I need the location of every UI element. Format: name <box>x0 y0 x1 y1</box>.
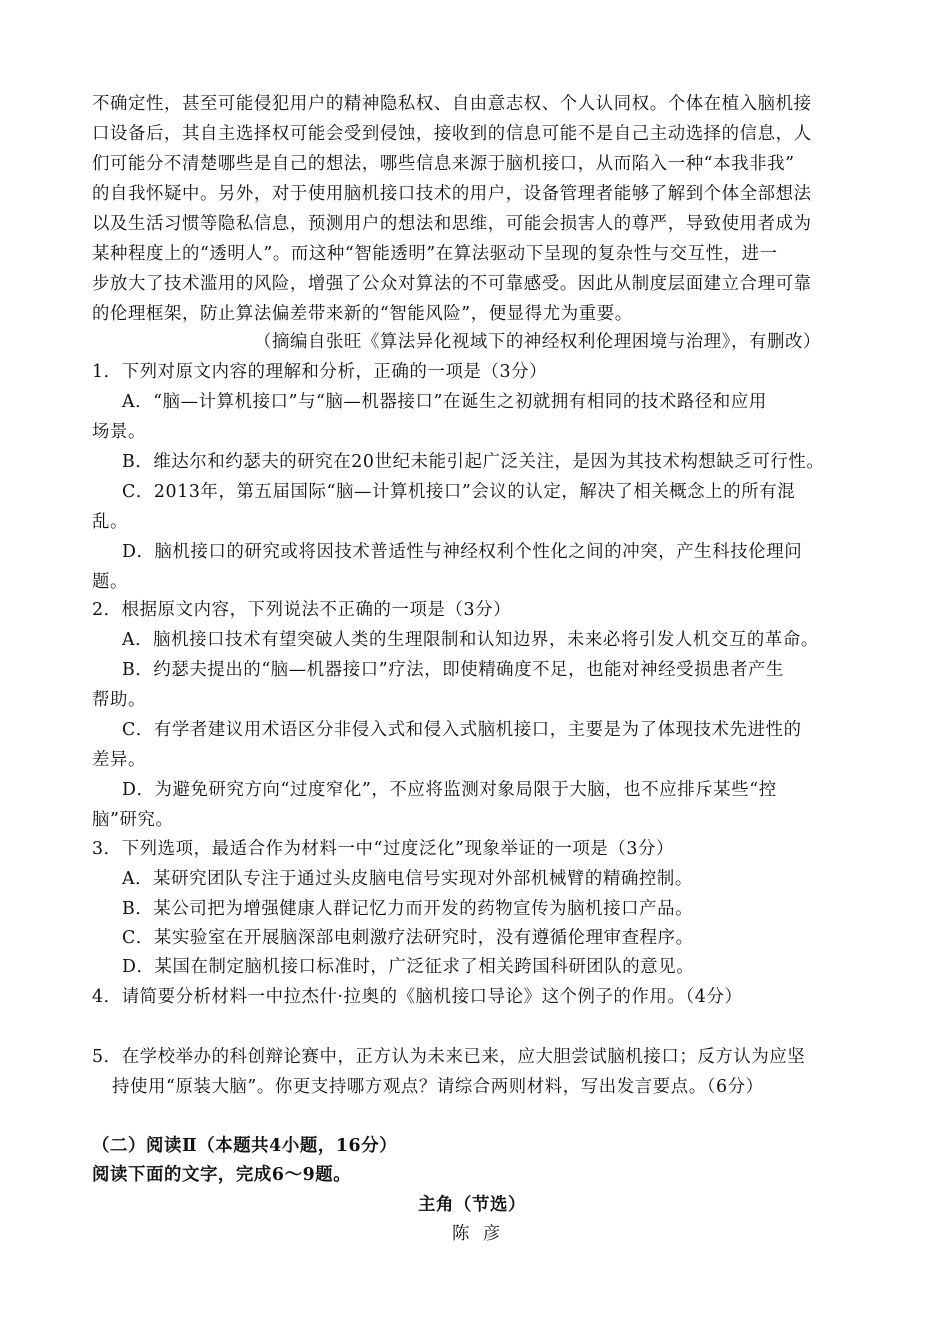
passage-source: （摘编自张旺《算法异化视域下的神经权利伦理困境与治理》，有删改） <box>254 332 822 352</box>
q2-option-c: C．有学者建议用术语区分非侵入式和侵入式脑机接口，主要是为了体现技术先进性的 <box>122 720 802 740</box>
q3-option-d: D．某国在制定脑机接口标准时，广泛征求了相关跨国科研团队的意见。 <box>122 957 695 977</box>
q4-stem: 4．请简要分析材料一中拉杰什·拉奥的《脑机接口导论》这个例子的作用。（4分） <box>92 987 743 1007</box>
q2-option-c-cont: 差异。 <box>92 750 146 770</box>
q1-option-d: D．脑机接口的研究或将因技术普适性与神经权利个性化之间的冲突，产生科技伦理问 <box>122 542 803 562</box>
passage-line: 的伦理框架，防止算法偏差带来新的“智能风险”，便显得尤为重要。 <box>92 304 633 324</box>
passage-line: 以及生活习惯等隐私信息，预测用户的想法和思维，可能会损害人的尊严，导致使用者成为 <box>92 214 812 234</box>
q1-option-b: B．维达尔和约瑟夫的研究在20世纪未能引起广泛关注，是因为其技术构想缺乏可行性。 <box>122 452 825 472</box>
q1-option-d-cont: 题。 <box>92 572 128 592</box>
q1-option-c: C．2013年，第五届国际“脑—计算机接口”会议的认定，解决了相关概念上的所有混 <box>122 482 796 502</box>
section-instruction: 阅读下面的文字，完成6～9题。 <box>92 1165 352 1185</box>
q2-option-b: B．约瑟夫提出的“脑—机器接口”疗法，即使精确度不足，也能对神经受损患者产生 <box>122 660 785 680</box>
q3-option-a: A．某研究团队专注于通过头皮脑电信号实现对外部机械臂的精确控制。 <box>122 869 693 889</box>
q3-option-b: B．某公司把为增强健康人群记忆力而开发的药物宣传为脑机接口产品。 <box>122 899 694 919</box>
q3-option-c: C．某实验室在开展脑深部电刺激疗法研究时，没有遵循伦理审查程序。 <box>122 928 694 948</box>
passage-line: 的自我怀疑中。另外，对于使用脑机接口技术的用户，设备管理者能够了解到个体全部想法 <box>92 184 812 204</box>
q1-option-a: A．“脑—计算机接口”与“脑—机器接口”在诞生之初就拥有相同的技术路径和应用 <box>122 392 767 412</box>
section-heading: （二）阅读Ⅱ（本题共4小题，16分） <box>92 1136 398 1156</box>
passage-line: 们可能分不清楚哪些是自己的想法，哪些信息来源于脑机接口，从而陷入一种“本我非我” <box>92 154 795 174</box>
passage-line: 某种程度上的“透明人”。而这种“智能透明”在算法驱动下呈现的复杂性与交互性，进一 <box>92 244 778 264</box>
q3-stem: 3．下列选项，最适合作为材料一中“过度泛化”现象举证的一项是（3分） <box>92 839 675 859</box>
passage-line: 口设备后，其自主选择权可能会受到侵蚀，接收到的信息可能不是自己主动选择的信息，人 <box>92 124 812 144</box>
passage-line: 不确定性，甚至可能侵犯用户的精神隐私权、自由意志权、个人认同权。个体在植入脑机接 <box>92 94 812 114</box>
q5-stem-cont: 持使用“原装大脑”。你更支持哪方观点？请综合两则材料，写出发言要点。（6分） <box>112 1077 764 1097</box>
q1-stem: 1．下列对原文内容的理解和分析，正确的一项是（3分） <box>92 362 548 382</box>
q5-stem: 5．在学校举办的科创辩论赛中，正方认为未来已来，应大胆尝试脑机接口；反方认为应坚 <box>92 1047 806 1067</box>
passage-line: 步放大了技术滥用的风险，增强了公众对算法的不可靠感受。因此从制度层面建立合理可靠 <box>92 274 812 294</box>
q2-option-b-cont: 帮助。 <box>92 690 146 710</box>
q2-option-d-cont: 脑”研究。 <box>92 810 174 830</box>
q1-option-c-cont: 乱。 <box>92 512 128 532</box>
q2-option-d: D．为避免研究方向“过度窄化”，不应将监测对象局限于大脑，也不应排斥某些“控 <box>122 780 777 800</box>
article-author: 陈 彦 <box>452 1224 505 1244</box>
q1-option-a-cont: 场景。 <box>92 422 146 442</box>
article-title: 主角（节选） <box>418 1195 526 1215</box>
q2-option-a: A．脑机接口技术有望突破人类的生理限制和认知边界，未来必将引发人机交互的革命。 <box>122 630 819 650</box>
q2-stem: 2．根据原文内容，下列说法不正确的一项是（3分） <box>92 600 512 620</box>
